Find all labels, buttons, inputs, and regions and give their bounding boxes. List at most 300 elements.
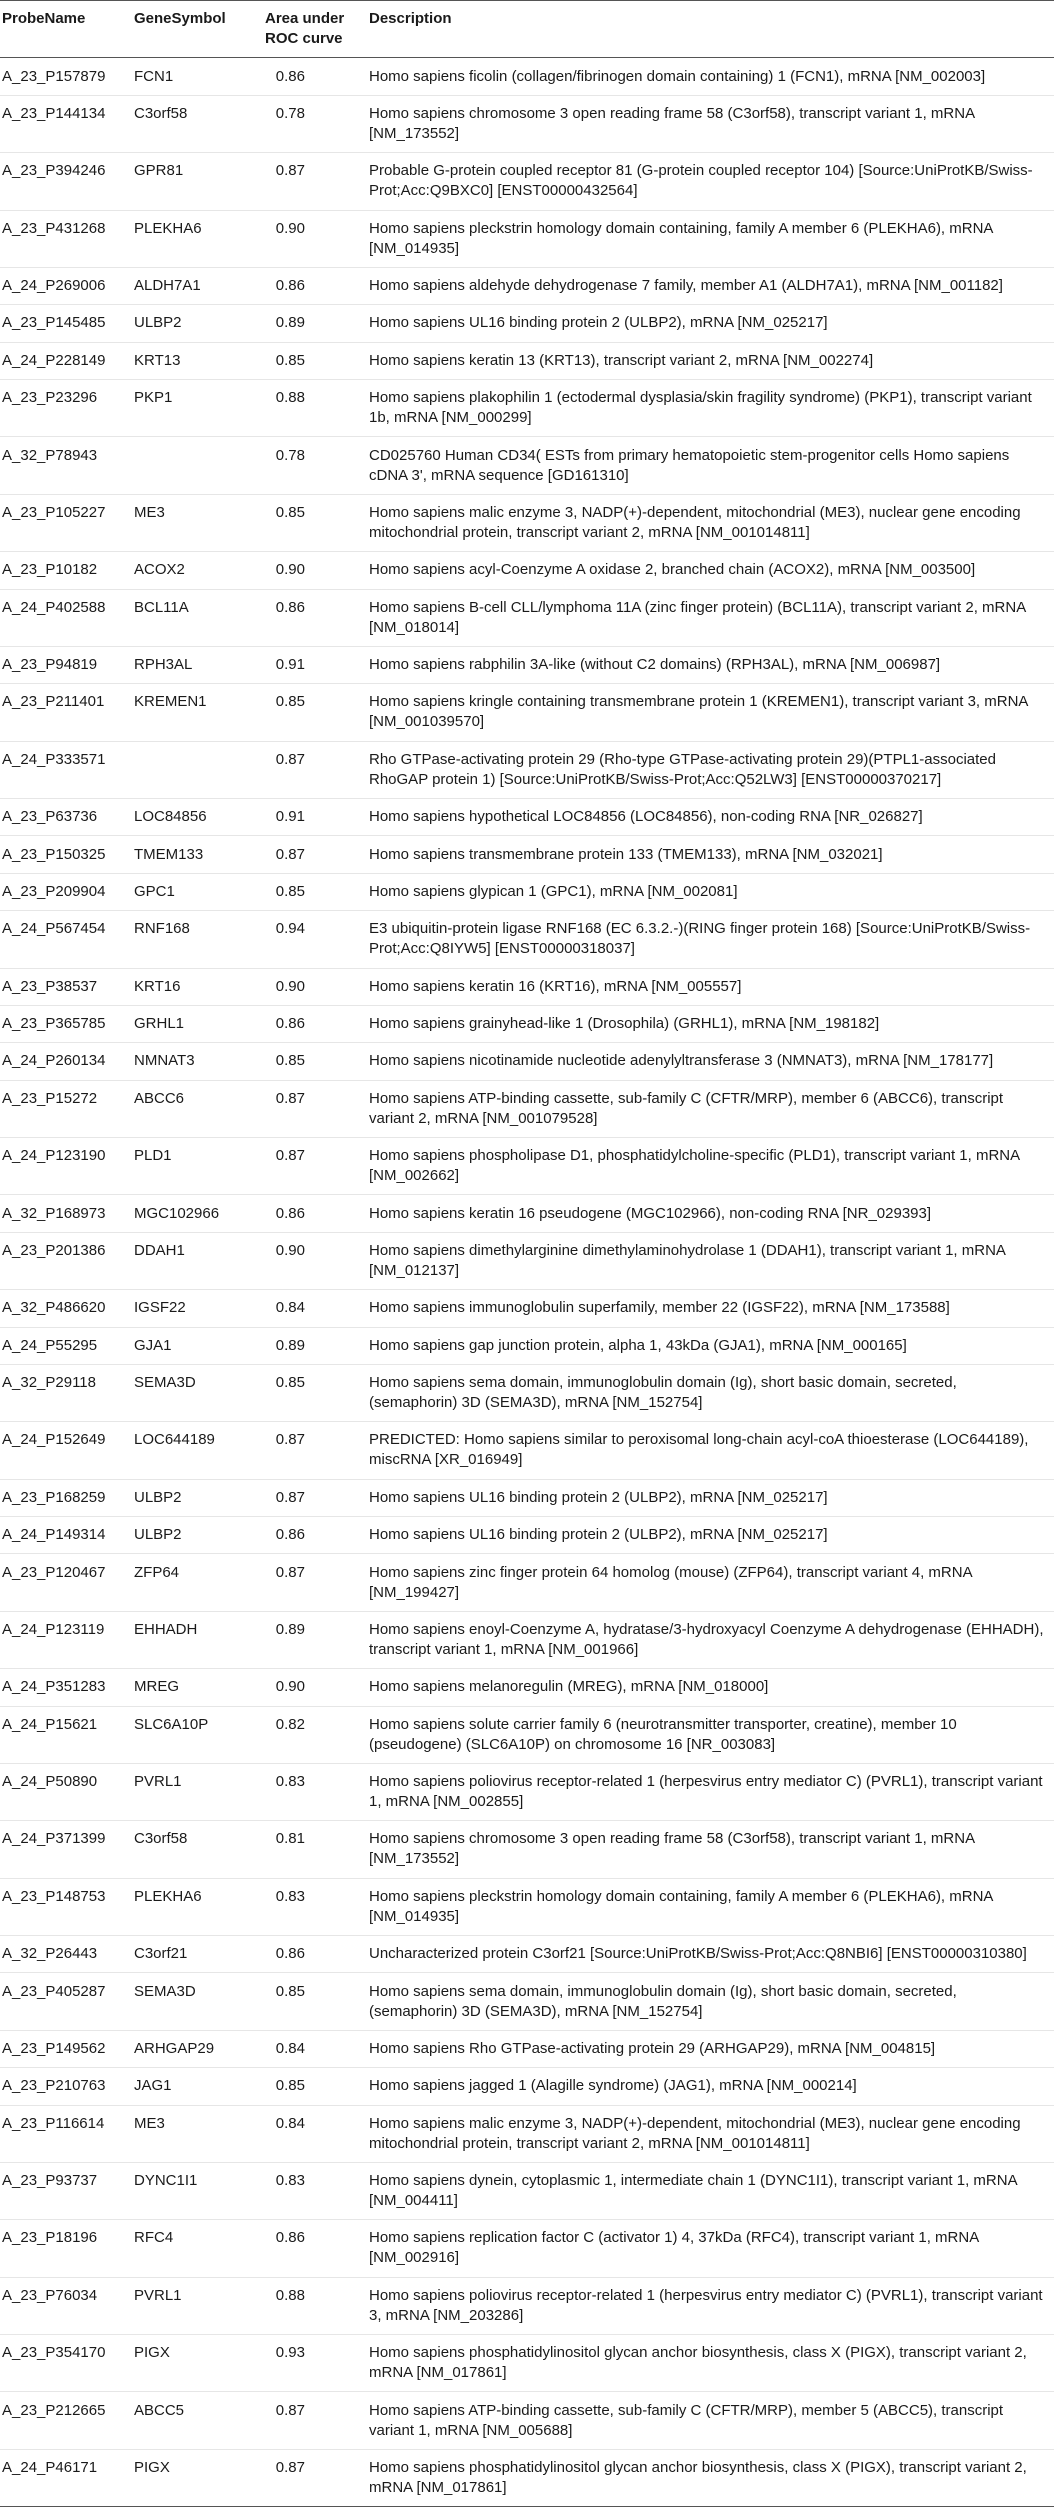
auc-cell (259, 2335, 367, 2392)
description-cell: PREDICTED: Homo sapiens similar to peroxisomal long-chain acyl-coA thioesterase (LOC644189), miscRNA [XR_016949] (367, 1422, 1054, 1479)
description-cell: Homo sapiens poliovirus receptor-related 1 (herpesvirus entry mediator C) (PVRL1), transcript variant 1, mRNA [NM_002855] (367, 1763, 1054, 1820)
auc-cell (259, 1138, 367, 1195)
gene-symbol-cell: ULBP2 (132, 1479, 259, 1516)
gene-symbol-cell: GRHL1 (132, 1005, 259, 1042)
gene-symbol-cell: PIGX (132, 2449, 259, 2506)
auc-cell (259, 494, 367, 551)
gene-symbol-cell: BCL11A (132, 589, 259, 646)
gene-symbol-cell: PVRL1 (132, 1763, 259, 1820)
table-row (0, 1290, 1054, 1327)
gene-symbol-cell: TMEM133 (132, 836, 259, 873)
table-row (0, 305, 1054, 342)
gene-symbol-cell (132, 741, 259, 798)
auc-cell (259, 1973, 367, 2030)
gene-symbol-cell: GPC1 (132, 873, 259, 910)
gene-symbol-cell: ARHGAP29 (132, 2030, 259, 2067)
table-header (0, 1, 1054, 58)
auc-cell (259, 210, 367, 267)
auc-value: 0.90 (275, 561, 305, 579)
probe-name-cell: A_23_P209904 (0, 873, 132, 910)
description-cell: Homo sapiens gap junction protein, alpha 1, 43kDa (GJA1), mRNA [NM_000165] (367, 1327, 1054, 1364)
table-row (0, 1936, 1054, 1973)
gene-symbol-cell: GPR81 (132, 153, 259, 210)
probe-name-cell: A_23_P10182 (0, 552, 132, 589)
auc-value: 0.91 (275, 808, 305, 826)
auc-cell (259, 684, 367, 741)
auc-cell (259, 1611, 367, 1668)
table-row (0, 1878, 1054, 1935)
table-row (0, 267, 1054, 304)
probe-name-cell: A_23_P120467 (0, 1554, 132, 1611)
header-row (0, 1, 1054, 58)
description-cell: Homo sapiens phospholipase D1, phosphatidylcholine-specific (PLD1), transcript variant 1, mRNA [NM_002662] (367, 1138, 1054, 1195)
auc-value: 0.85 (275, 693, 305, 711)
auc-value: 0.78 (275, 446, 305, 464)
table-body (0, 58, 1054, 2507)
probe-name-cell: A_23_P23296 (0, 380, 132, 437)
auc-value: 0.83 (275, 2172, 305, 2190)
header-gene-symbol: GeneSymbol (132, 1, 259, 58)
probe-name-cell: A_23_P405287 (0, 1973, 132, 2030)
table-row (0, 1973, 1054, 2030)
probe-name-cell: A_24_P351283 (0, 1669, 132, 1706)
auc-cell (259, 1327, 367, 1364)
auc-value: 0.84 (275, 1299, 305, 1317)
description-cell: Homo sapiens replication factor C (activator 1) 4, 37kDa (RFC4), transcript variant 1, mRNA [NM_002916] (367, 2220, 1054, 2277)
auc-value: 0.87 (275, 1563, 305, 1581)
gene-symbol-cell: PVRL1 (132, 2277, 259, 2334)
auc-value: 0.93 (275, 2344, 305, 2362)
description-cell: Homo sapiens pleckstrin homology domain containing, family A member 6 (PLEKHA6), mRNA [NM_014935] (367, 1878, 1054, 1935)
auc-cell (259, 95, 367, 152)
table-row (0, 1138, 1054, 1195)
auc-value: 0.87 (275, 1089, 305, 1107)
probe-name-cell: A_24_P149314 (0, 1517, 132, 1554)
description-cell: Homo sapiens phosphatidylinositol glycan anchor biosynthesis, class X (PIGX), transcript variant 2, mRNA [NM_017861] (367, 2335, 1054, 2392)
auc-value: 0.86 (275, 277, 305, 295)
auc-value: 0.87 (275, 1431, 305, 1449)
auc-value: 0.84 (275, 2114, 305, 2132)
gene-symbol-cell: RPH3AL (132, 646, 259, 683)
description-cell: Homo sapiens solute carrier family 6 (neurotransmitter transporter, creatine), member 10 (pseudogene) (SLC6A10P) on chromosome 16 [NR_003083] (367, 1706, 1054, 1763)
table-row (0, 1327, 1054, 1364)
description-cell: Homo sapiens B-cell CLL/lymphoma 11A (zinc finger protein) (BCL11A), transcript variant 2, mRNA [NM_018014] (367, 589, 1054, 646)
header-auc-line2: ROC curve (265, 30, 343, 48)
table-row (0, 873, 1054, 910)
table-row (0, 799, 1054, 836)
table-row (0, 741, 1054, 798)
gene-symbol-cell: LOC644189 (132, 1422, 259, 1479)
probe-name-cell: A_32_P486620 (0, 1290, 132, 1327)
description-cell: Homo sapiens malic enzyme 3, NADP(+)-dependent, mitochondrial (ME3), nuclear gene encoding mitochondrial protein, transcript variant 2, mRNA [NM_001014811] (367, 2105, 1054, 2162)
auc-value: 0.83 (275, 1887, 305, 1905)
table-row (0, 1364, 1054, 1421)
auc-value: 0.87 (275, 1488, 305, 1506)
auc-value: 0.88 (275, 389, 305, 407)
description-cell: Homo sapiens glypican 1 (GPC1), mRNA [NM_002081] (367, 873, 1054, 910)
probe-name-cell: A_23_P63736 (0, 799, 132, 836)
gene-symbol-cell: PKP1 (132, 380, 259, 437)
gene-symbol-cell: MGC102966 (132, 1195, 259, 1232)
probe-name-cell: A_24_P55295 (0, 1327, 132, 1364)
probe-name-cell: A_32_P78943 (0, 437, 132, 494)
table-row (0, 2220, 1054, 2277)
description-cell: Homo sapiens sema domain, immunoglobulin domain (Ig), short basic domain, secreted, (semaphorin) 3D (SEMA3D), mRNA [NM_152754] (367, 1973, 1054, 2030)
auc-cell (259, 1005, 367, 1042)
description-cell: Homo sapiens kringle containing transmembrane protein 1 (KREMEN1), transcript variant 3, mRNA [NM_001039570] (367, 684, 1054, 741)
probe-name-cell: A_23_P365785 (0, 1005, 132, 1042)
auc-cell (259, 1936, 367, 1973)
description-cell: Homo sapiens nicotinamide nucleotide adenylyltransferase 3 (NMNAT3), mRNA [NM_178177] (367, 1043, 1054, 1080)
probe-name-cell: A_24_P567454 (0, 911, 132, 968)
auc-value: 0.86 (275, 1945, 305, 1963)
table-row (0, 437, 1054, 494)
probe-name-cell: A_24_P152649 (0, 1422, 132, 1479)
auc-cell (259, 968, 367, 1005)
gene-symbol-cell: PIGX (132, 2335, 259, 2392)
description-cell: E3 ubiquitin-protein ligase RNF168 (EC 6.3.2.-)(RING finger protein 168) [Source:UniProtKB/Swiss-Prot;Acc:Q8IYW5] [ENST00000318037] (367, 911, 1054, 968)
auc-value: 0.85 (275, 1374, 305, 1392)
description-cell: Homo sapiens aldehyde dehydrogenase 7 family, member A1 (ALDH7A1), mRNA [NM_001182] (367, 267, 1054, 304)
table-row (0, 95, 1054, 152)
auc-value: 0.90 (275, 219, 305, 237)
auc-cell (259, 267, 367, 304)
auc-cell (259, 2030, 367, 2067)
probe-name-cell: A_23_P150325 (0, 836, 132, 873)
auc-cell (259, 2220, 367, 2277)
probe-name-cell: A_23_P354170 (0, 2335, 132, 2392)
auc-cell (259, 1706, 367, 1763)
description-cell: Homo sapiens enoyl-Coenzyme A, hydratase/3-hydroxyacyl Coenzyme A dehydrogenase (EHHADH), transcript variant 1, mRNA [NM_001966] (367, 1611, 1054, 1668)
description-cell: Homo sapiens UL16 binding protein 2 (ULBP2), mRNA [NM_025217] (367, 1517, 1054, 1554)
probe-name-cell: A_24_P402588 (0, 589, 132, 646)
gene-symbol-cell: SEMA3D (132, 1364, 259, 1421)
auc-cell (259, 1364, 367, 1421)
table-row (0, 1517, 1054, 1554)
description-cell: Homo sapiens malic enzyme 3, NADP(+)-dependent, mitochondrial (ME3), nuclear gene encoding mitochondrial protein, transcript variant 2, mRNA [NM_001014811] (367, 494, 1054, 551)
table-row (0, 646, 1054, 683)
probe-name-cell: A_24_P228149 (0, 342, 132, 379)
gene-symbol-cell: ALDH7A1 (132, 267, 259, 304)
description-cell: Homo sapiens chromosome 3 open reading frame 58 (C3orf58), transcript variant 1, mRNA [NM_173552] (367, 95, 1054, 152)
description-cell: Homo sapiens ficolin (collagen/fibrinogen domain containing) 1 (FCN1), mRNA [NM_002003] (367, 58, 1054, 95)
gene-symbol-cell: ZFP64 (132, 1554, 259, 1611)
description-cell: Homo sapiens dimethylarginine dimethylaminohydrolase 1 (DDAH1), transcript variant 1, mRNA [NM_012137] (367, 1232, 1054, 1289)
gene-symbol-cell: KRT16 (132, 968, 259, 1005)
auc-value: 0.87 (275, 2401, 305, 2419)
gene-symbol-cell: C3orf58 (132, 1821, 259, 1878)
description-cell: Homo sapiens zinc finger protein 64 homolog (mouse) (ZFP64), transcript variant 4, mRNA [NM_199427] (367, 1554, 1054, 1611)
table-row (0, 2068, 1054, 2105)
gene-symbol-cell: PLEKHA6 (132, 210, 259, 267)
gene-symbol-cell: MREG (132, 1669, 259, 1706)
probe-name-cell: A_23_P76034 (0, 2277, 132, 2334)
table-row (0, 552, 1054, 589)
description-cell: Homo sapiens ATP-binding cassette, sub-family C (CFTR/MRP), member 6 (ABCC6), transcript variant 2, mRNA [NM_001079528] (367, 1080, 1054, 1137)
auc-cell (259, 153, 367, 210)
gene-symbol-cell: ME3 (132, 494, 259, 551)
auc-value: 0.83 (275, 1773, 305, 1791)
probe-name-cell: A_23_P145485 (0, 305, 132, 342)
gene-symbol-cell: SEMA3D (132, 1973, 259, 2030)
probe-name-cell: A_23_P94819 (0, 646, 132, 683)
table-row (0, 1080, 1054, 1137)
description-cell: Homo sapiens sema domain, immunoglobulin domain (Ig), short basic domain, secreted, (semaphorin) 3D (SEMA3D), mRNA [NM_152754] (367, 1364, 1054, 1421)
gene-symbol-cell: SLC6A10P (132, 1706, 259, 1763)
table-row (0, 58, 1054, 95)
probe-name-cell: A_23_P15272 (0, 1080, 132, 1137)
probe-name-cell: A_24_P46171 (0, 2449, 132, 2506)
auc-cell (259, 1422, 367, 1479)
table-row (0, 968, 1054, 1005)
header-auc-line1: Area under (265, 10, 345, 28)
gene-symbol-cell: PLEKHA6 (132, 1878, 259, 1935)
description-cell: Homo sapiens UL16 binding protein 2 (ULBP2), mRNA [NM_025217] (367, 1479, 1054, 1516)
auc-value: 0.86 (275, 1015, 305, 1033)
auc-cell (259, 836, 367, 873)
auc-cell (259, 1821, 367, 1878)
gene-symbol-cell: DDAH1 (132, 1232, 259, 1289)
auc-value: 0.87 (275, 2458, 305, 2476)
probe-name-cell: A_23_P38537 (0, 968, 132, 1005)
gene-symbol-cell: C3orf58 (132, 95, 259, 152)
gene-symbol-cell: LOC84856 (132, 799, 259, 836)
auc-cell (259, 437, 367, 494)
gene-symbol-cell: RFC4 (132, 2220, 259, 2277)
table-row (0, 1611, 1054, 1668)
table-row (0, 210, 1054, 267)
gene-symbol-cell: ULBP2 (132, 1517, 259, 1554)
gene-symbol-cell: RNF168 (132, 911, 259, 968)
table-row (0, 2449, 1054, 2506)
probe-name-cell: A_32_P26443 (0, 1936, 132, 1973)
auc-cell (259, 1479, 367, 1516)
auc-cell (259, 1195, 367, 1232)
probe-name-cell: A_23_P431268 (0, 210, 132, 267)
gene-symbol-cell: C3orf21 (132, 1936, 259, 1973)
auc-value: 0.85 (275, 1052, 305, 1070)
table-row (0, 153, 1054, 210)
auc-cell (259, 799, 367, 836)
gene-symbol-cell: NMNAT3 (132, 1043, 259, 1080)
gene-symbol-cell (132, 437, 259, 494)
probe-name-cell: A_23_P394246 (0, 153, 132, 210)
auc-value: 0.84 (275, 2039, 305, 2057)
probe-name-cell: A_23_P212665 (0, 2392, 132, 2449)
table-row (0, 589, 1054, 646)
table-row (0, 1554, 1054, 1611)
probe-name-cell: A_23_P116614 (0, 2105, 132, 2162)
description-cell: Homo sapiens chromosome 3 open reading frame 58 (C3orf58), transcript variant 1, mRNA [NM_173552] (367, 1821, 1054, 1878)
auc-cell (259, 1878, 367, 1935)
auc-value: 0.86 (275, 1526, 305, 1544)
auc-value: 0.89 (275, 1336, 305, 1354)
auc-value: 0.88 (275, 2286, 305, 2304)
probe-name-cell: A_23_P148753 (0, 1878, 132, 1935)
probe-name-cell: A_23_P93737 (0, 2162, 132, 2219)
auc-cell (259, 1763, 367, 1820)
auc-cell (259, 1554, 367, 1611)
table-row (0, 380, 1054, 437)
table-row (0, 911, 1054, 968)
table-row (0, 1043, 1054, 1080)
auc-cell (259, 1290, 367, 1327)
gene-symbol-cell: ABCC5 (132, 2392, 259, 2449)
auc-value: 0.87 (275, 750, 305, 768)
table-row (0, 1195, 1054, 1232)
auc-value: 0.82 (275, 1715, 305, 1733)
table-row (0, 1232, 1054, 1289)
gene-symbol-cell: KRT13 (132, 342, 259, 379)
probe-name-cell: A_23_P211401 (0, 684, 132, 741)
auc-cell (259, 1043, 367, 1080)
auc-value: 0.85 (275, 1982, 305, 2000)
table-row (0, 836, 1054, 873)
description-cell: CD025760 Human CD34( ESTs from primary hematopoietic stem-progenitor cells Homo sapiens cDNA 3', mRNA sequence [GD161310] (367, 437, 1054, 494)
probe-name-cell: A_23_P168259 (0, 1479, 132, 1516)
probe-name-cell: A_23_P144134 (0, 95, 132, 152)
auc-value: 0.90 (275, 977, 305, 995)
table-row (0, 1422, 1054, 1479)
probe-name-cell: A_23_P201386 (0, 1232, 132, 1289)
table-row (0, 1005, 1054, 1042)
description-cell: Homo sapiens pleckstrin homology domain containing, family A member 6 (PLEKHA6), mRNA [NM_014935] (367, 210, 1054, 267)
probe-name-cell: A_32_P29118 (0, 1364, 132, 1421)
gene-symbol-cell: DYNC1I1 (132, 2162, 259, 2219)
description-cell: Homo sapiens hypothetical LOC84856 (LOC84856), non-coding RNA [NR_026827] (367, 799, 1054, 836)
table-row (0, 1669, 1054, 1706)
description-cell: Homo sapiens keratin 16 pseudogene (MGC102966), non-coding RNA [NR_029393] (367, 1195, 1054, 1232)
probe-name-cell: A_24_P333571 (0, 741, 132, 798)
auc-cell (259, 552, 367, 589)
table-row (0, 2392, 1054, 2449)
table-row (0, 2162, 1054, 2219)
auc-value: 0.90 (275, 1678, 305, 1696)
auc-cell (259, 911, 367, 968)
description-cell: Homo sapiens grainyhead-like 1 (Drosophila) (GRHL1), mRNA [NM_198182] (367, 1005, 1054, 1042)
auc-cell (259, 1669, 367, 1706)
auc-cell (259, 2105, 367, 2162)
header-probe-name: ProbeName (0, 1, 132, 58)
gene-symbol-cell: ME3 (132, 2105, 259, 2162)
table-row (0, 1479, 1054, 1516)
description-cell: Homo sapiens keratin 13 (KRT13), transcript variant 2, mRNA [NM_002274] (367, 342, 1054, 379)
probe-name-cell: A_24_P123190 (0, 1138, 132, 1195)
table-row (0, 684, 1054, 741)
description-cell: Homo sapiens rabphilin 3A-like (without C2 domains) (RPH3AL), mRNA [NM_006987] (367, 646, 1054, 683)
header-auc (259, 1, 367, 58)
description-cell: Homo sapiens melanoregulin (MREG), mRNA [NM_018000] (367, 1669, 1054, 1706)
auc-value: 0.87 (275, 162, 305, 180)
auc-cell (259, 1517, 367, 1554)
table-row (0, 2030, 1054, 2067)
auc-cell (259, 589, 367, 646)
auc-cell (259, 1232, 367, 1289)
table-row (0, 1821, 1054, 1878)
auc-cell (259, 741, 367, 798)
auc-value: 0.89 (275, 1620, 305, 1638)
auc-cell (259, 2449, 367, 2506)
gene-symbol-cell: GJA1 (132, 1327, 259, 1364)
description-cell: Homo sapiens poliovirus receptor-related 1 (herpesvirus entry mediator C) (PVRL1), transcript variant 3, mRNA [NM_203286] (367, 2277, 1054, 2334)
auc-value: 0.87 (275, 1147, 305, 1165)
auc-value: 0.85 (275, 2077, 305, 2095)
probe-name-cell: A_23_P210763 (0, 2068, 132, 2105)
description-cell: Uncharacterized protein C3orf21 [Source:UniProtKB/Swiss-Prot;Acc:Q8NBI6] [ENST00000310380] (367, 1936, 1054, 1973)
auc-value: 0.86 (275, 67, 305, 85)
gene-symbol-cell: FCN1 (132, 58, 259, 95)
auc-cell (259, 342, 367, 379)
table-row (0, 2277, 1054, 2334)
gene-symbol-cell: ULBP2 (132, 305, 259, 342)
auc-cell (259, 2162, 367, 2219)
auc-cell (259, 2068, 367, 2105)
table-row (0, 494, 1054, 551)
gene-symbol-cell: PLD1 (132, 1138, 259, 1195)
auc-value: 0.86 (275, 2229, 305, 2247)
auc-value: 0.85 (275, 351, 305, 369)
description-cell: Homo sapiens immunoglobulin superfamily, member 22 (IGSF22), mRNA [NM_173588] (367, 1290, 1054, 1327)
auc-cell (259, 2392, 367, 2449)
description-cell: Homo sapiens keratin 16 (KRT16), mRNA [NM_005557] (367, 968, 1054, 1005)
auc-cell (259, 2277, 367, 2334)
auc-value: 0.91 (275, 656, 305, 674)
auc-value: 0.90 (275, 1241, 305, 1259)
probe-name-cell: A_23_P157879 (0, 58, 132, 95)
description-cell: Homo sapiens Rho GTPase-activating protein 29 (ARHGAP29), mRNA [NM_004815] (367, 2030, 1054, 2067)
table-row (0, 1706, 1054, 1763)
auc-cell (259, 305, 367, 342)
auc-cell (259, 1080, 367, 1137)
probe-name-cell: A_23_P149562 (0, 2030, 132, 2067)
header-description: Description (367, 1, 1054, 58)
gene-symbol-cell: ABCC6 (132, 1080, 259, 1137)
auc-cell (259, 646, 367, 683)
probe-name-cell: A_24_P15621 (0, 1706, 132, 1763)
probe-name-cell: A_23_P105227 (0, 494, 132, 551)
description-cell: Probable G-protein coupled receptor 81 (G-protein coupled receptor 104) [Source:UniProtKB/Swiss-Prot;Acc:Q9BXC0] [ENST00000432564] (367, 153, 1054, 210)
table-row (0, 342, 1054, 379)
auc-value: 0.86 (275, 1204, 305, 1222)
gene-symbol-cell: EHHADH (132, 1611, 259, 1668)
probe-name-cell: A_24_P371399 (0, 1821, 132, 1878)
table-row (0, 1763, 1054, 1820)
probe-name-cell: A_24_P269006 (0, 267, 132, 304)
auc-value: 0.89 (275, 314, 305, 332)
description-cell: Homo sapiens jagged 1 (Alagille syndrome) (JAG1), mRNA [NM_000214] (367, 2068, 1054, 2105)
gene-symbol-cell: ACOX2 (132, 552, 259, 589)
auc-value: 0.87 (275, 845, 305, 863)
probe-name-cell: A_24_P260134 (0, 1043, 132, 1080)
auc-value: 0.86 (275, 598, 305, 616)
auc-value: 0.94 (275, 920, 305, 938)
probe-name-cell: A_23_P18196 (0, 2220, 132, 2277)
description-cell: Homo sapiens plakophilin 1 (ectodermal dysplasia/skin fragility syndrome) (PKP1), transcript variant 1b, mRNA [NM_000299] (367, 380, 1054, 437)
gene-symbol-cell: JAG1 (132, 2068, 259, 2105)
probe-name-cell: A_32_P168973 (0, 1195, 132, 1232)
gene-symbol-cell: KREMEN1 (132, 684, 259, 741)
description-cell: Homo sapiens UL16 binding protein 2 (ULBP2), mRNA [NM_025217] (367, 305, 1054, 342)
probe-name-cell: A_24_P50890 (0, 1763, 132, 1820)
description-cell: Rho GTPase-activating protein 29 (Rho-type GTPase-activating protein 29)(PTPL1-associated RhoGAP protein 1) [Source:UniProtKB/Swiss-Prot;Acc:Q52LW3] [ENST00000370217] (367, 741, 1054, 798)
auc-value: 0.85 (275, 503, 305, 521)
description-cell: Homo sapiens dynein, cytoplasmic 1, intermediate chain 1 (DYNC1I1), transcript variant 1, mRNA [NM_004411] (367, 2162, 1054, 2219)
description-cell: Homo sapiens acyl-Coenzyme A oxidase 2, branched chain (ACOX2), mRNA [NM_003500] (367, 552, 1054, 589)
auc-cell (259, 58, 367, 95)
auc-value: 0.78 (275, 104, 305, 122)
auc-value: 0.85 (275, 882, 305, 900)
description-cell: Homo sapiens transmembrane protein 133 (TMEM133), mRNA [NM_032021] (367, 836, 1054, 873)
